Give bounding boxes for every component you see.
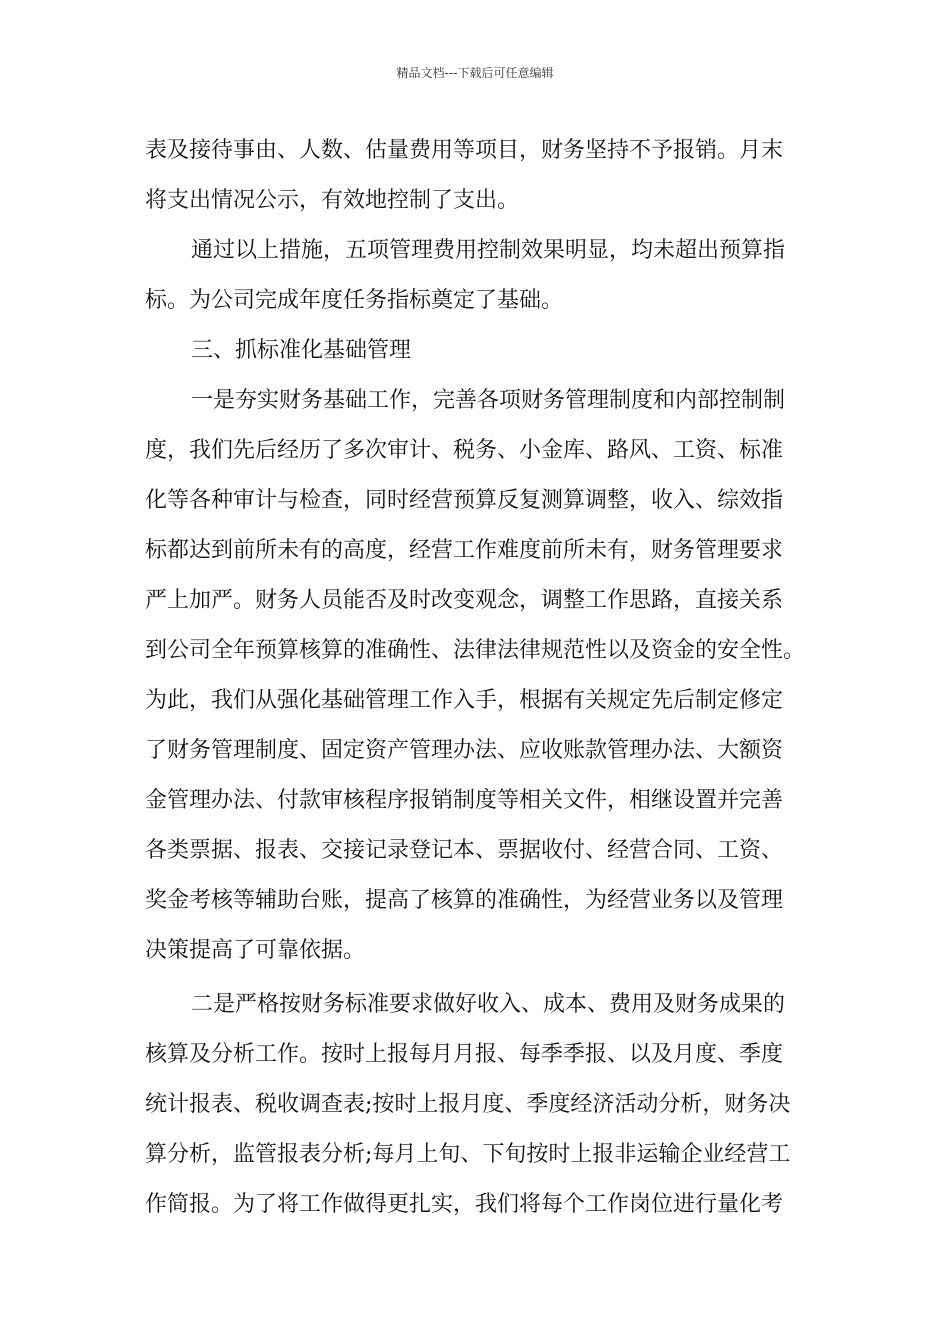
text-line: 严上加严。财务人员能否及时改变观念，调整工作思路，直接关系 xyxy=(145,588,784,613)
text-line: 奖金考核等辅助台账，提高了核算的准确性，为经营业务以及管理 xyxy=(145,888,784,913)
page-header: 精品文档---下载后可任意编辑 xyxy=(396,66,554,80)
text-line: 化等各种审计与检查，同时经营预算反复测算调整，收入、综效指 xyxy=(145,488,784,513)
text-line: 统计报表、税收调查表;按时上报月度、季度经济活动分析，财务决 xyxy=(145,1092,791,1117)
text-line: 二是严格按财务标准要求做好收入、成本、费用及财务成果的 xyxy=(191,992,786,1017)
text-line: 金管理办法、付款审核程序报销制度等相关文件，相继设置并完善 xyxy=(145,788,784,813)
text-line: 到公司全年预算核算的准确性、法律法律规范性以及资金的安全性。 xyxy=(145,638,806,663)
text-line: 核算及分析工作。按时上报每月月报、每季季报、以及月度、季度 xyxy=(145,1042,784,1067)
text-line: 决策提高了可靠依据。 xyxy=(145,938,366,963)
text-line: 了财务管理制度、固定资产管理办法、应收账款管理办法、大额资 xyxy=(145,738,784,763)
text-line: 度，我们先后经历了多次审计、税务、小金库、路风、工资、标准 xyxy=(145,438,784,463)
text-line: 标。为公司完成年度任务指标奠定了基础。 xyxy=(145,288,564,313)
text-line: 一是夯实财务基础工作，完善各项财务管理制度和内部控制制 xyxy=(191,388,786,413)
text-line: 算分析，监管报表分析;每月上旬、下旬按时上报非运输企业经营工 xyxy=(145,1142,791,1167)
text-line: 将支出情况公示，有效地控制了支出。 xyxy=(145,188,520,213)
text-line: 三、抓标准化基础管理 xyxy=(191,338,412,363)
text-line: 标都达到前所未有的高度，经营工作难度前所未有，财务管理要求 xyxy=(145,538,784,563)
text-line: 表及接待事由、人数、估量费用等项目，财务坚持不予报销。月末 xyxy=(145,138,784,163)
text-line: 各类票据、报表、交接记录登记本、票据收付、经营合同、工资、 xyxy=(145,838,784,863)
text-line: 通过以上措施，五项管理费用控制效果明显，均未超出预算指 xyxy=(191,238,786,263)
text-line: 作简报。为了将工作做得更扎实，我们将每个工作岗位进行量化考 xyxy=(145,1192,784,1217)
document-body xyxy=(145,126,815,1230)
text-line: 为此，我们从强化基础管理工作入手，根据有关规定先后制定修定 xyxy=(145,688,784,713)
